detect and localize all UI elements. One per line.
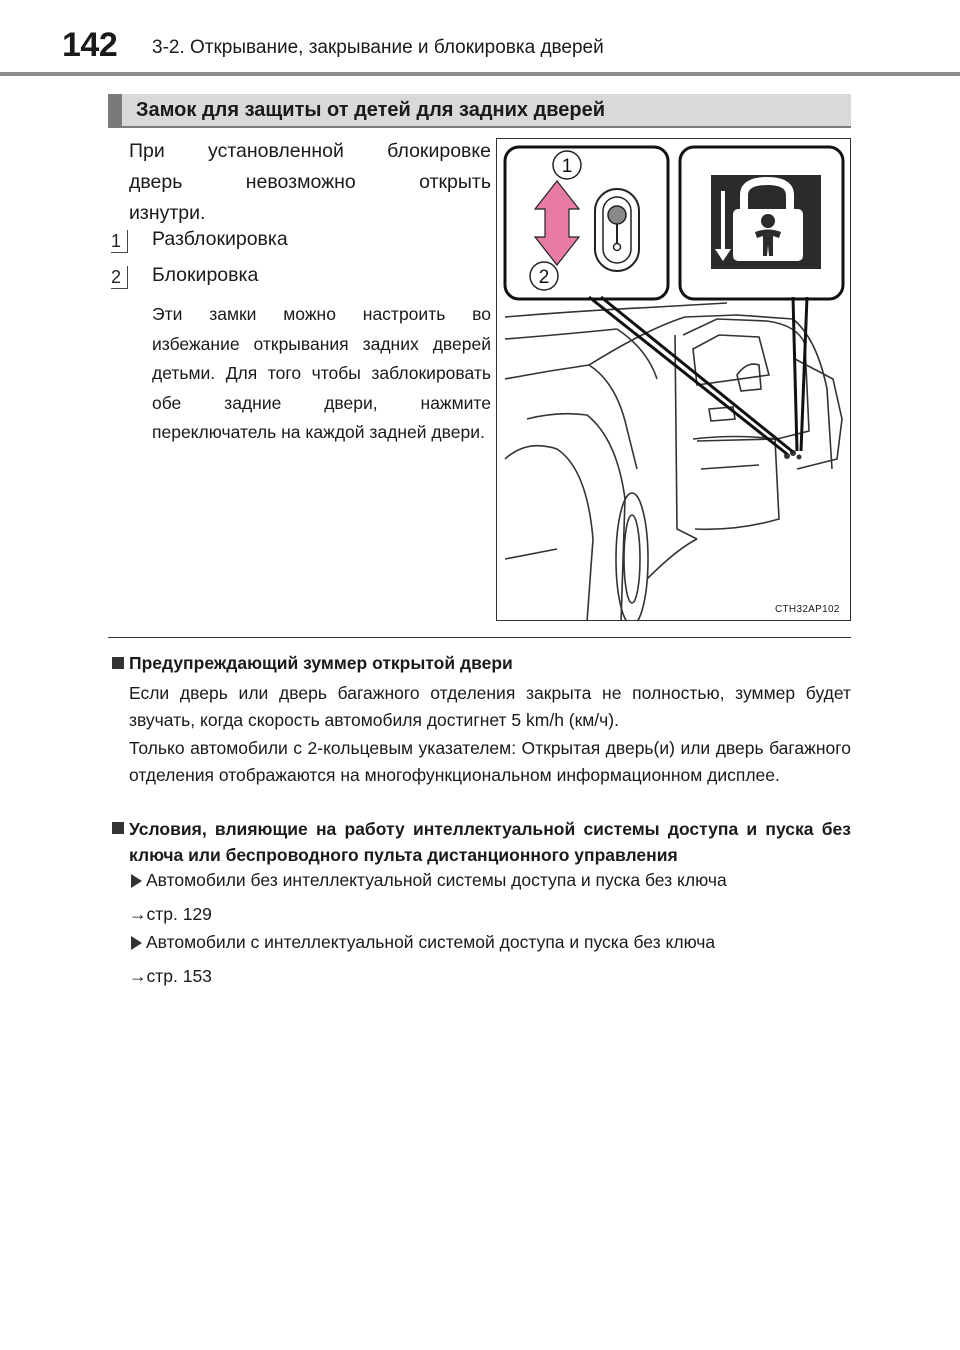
intro-line-1: При установленной блокировке xyxy=(129,140,491,162)
buzzer-heading: Предупреждающий зуммер открытой двери xyxy=(129,653,513,673)
intro-line-2: дверь невозможно открыть xyxy=(129,171,491,193)
condition-ref-2: →стр. 153 xyxy=(129,966,212,986)
chapter-title: 3-2. Открывание, закрывание и блокировка дверей xyxy=(152,37,604,58)
triangle-bullet-icon xyxy=(131,874,142,888)
page-number: 142 xyxy=(62,26,118,64)
callout-label-2: 2 xyxy=(538,267,550,288)
triangle-bullet-icon xyxy=(131,936,142,950)
buzzer-paragraph-1: Если дверь или дверь багажного отделения закрыта не полностью, зуммер будет звучать, когда скорость автомобиля достигнет 5 km/h (км/ч). xyxy=(129,683,851,730)
leader-lines xyxy=(589,297,807,454)
section-banner xyxy=(108,94,851,128)
legend-number: 2 xyxy=(111,266,128,289)
legend-label: Разблокировка xyxy=(152,228,288,250)
buzzer-paragraph-2: Только автомобили с 2-кольцевым указателем: Открытая дверь(и) или дверь багажного отделения отображаются на многофункциональном информационном дисплее. xyxy=(129,738,851,785)
bullet-square xyxy=(112,822,124,834)
child-lock-figure xyxy=(496,138,851,621)
condition-ref-1: →стр. 129 xyxy=(129,904,212,924)
condition-item-2: Автомобили с интеллектуальной системой доступа и пуска без ключа xyxy=(146,932,716,952)
section-divider xyxy=(108,637,851,638)
intro-text xyxy=(129,136,491,229)
condition-item-1: Автомобили без интеллектуальной системы доступа и пуска без ключа xyxy=(146,870,727,890)
car-outline xyxy=(505,303,842,621)
intro-line-3: изнутри. xyxy=(129,202,206,224)
callout-label-1: 1 xyxy=(561,156,573,177)
figure-code: CTH32AP102 xyxy=(775,604,840,615)
conditions-heading: Условия, влияющие на работу интеллектуальной системы доступа и пуска без ключа или беспроводного пульта дистанционного управления xyxy=(129,819,851,865)
note-text: Эти замки можно настроить во избежание открывания задних дверей детьми. Для того чтобы заблокировать обе задние двери, нажмите переключатель на каждой задней двери. xyxy=(152,304,491,442)
section-title: Замок для защиты от детей для задних дверей xyxy=(136,99,606,121)
child-lock-illustration xyxy=(497,139,851,621)
legend-number: 1 xyxy=(111,230,128,253)
legend-label: Блокировка xyxy=(152,264,259,286)
bullet-square xyxy=(112,657,124,669)
header-rule xyxy=(0,72,960,76)
